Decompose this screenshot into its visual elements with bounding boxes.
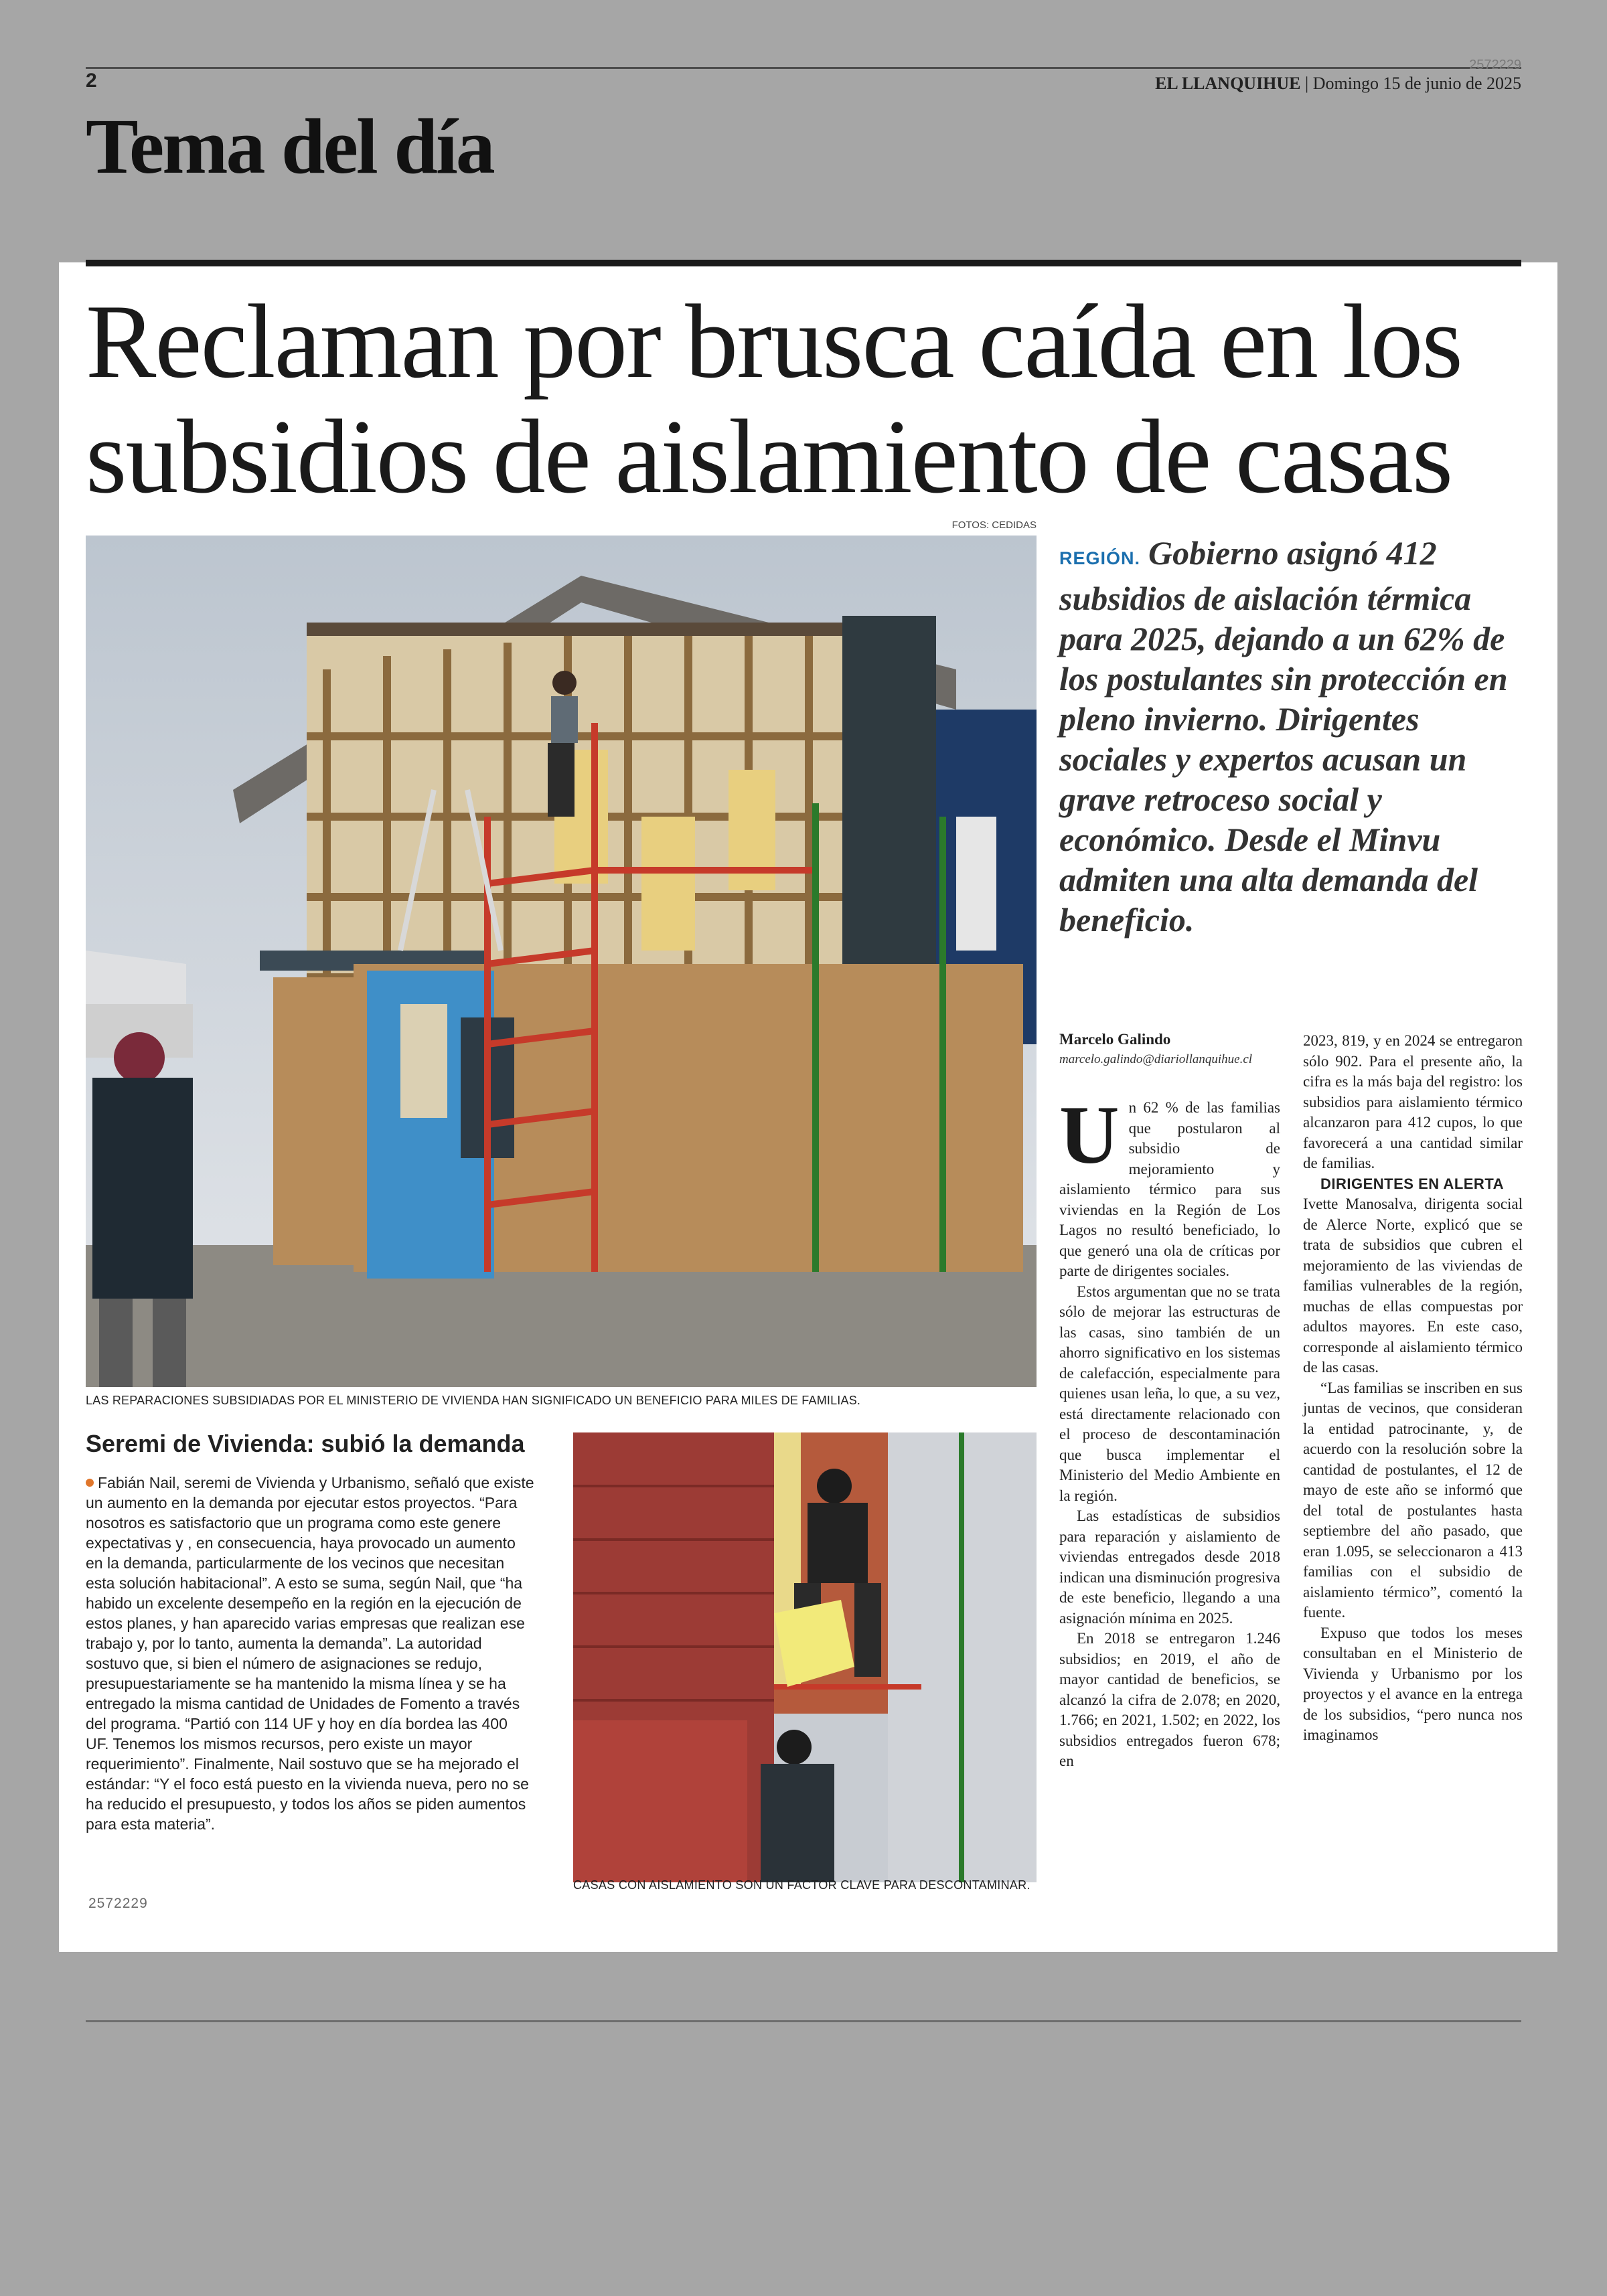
article-column-2 <box>1303 1031 1523 1746</box>
paragraph: Expuso que todos los meses consultaban en el Ministerio de Vivienda y Urbanismo por los proyectos y el avance en la entrega de los subsidios, “pero nunca nos imaginamos <box>1303 1624 1523 1743</box>
secondary-photo <box>573 1432 1037 1882</box>
sidebar-title: Seremi de Vivienda: subió la demanda <box>86 1430 525 1457</box>
headline-rule <box>86 260 1521 266</box>
article-column-1 <box>1059 1089 1280 1772</box>
top-rule <box>86 67 1521 69</box>
page-id-top: 2572229 <box>1469 58 1521 72</box>
secondary-photo-caption: CASAS CON AISLAMIENTO SON UN FACTOR CLAVE PARA DESCONTAMINAR. <box>573 1878 1030 1892</box>
lede <box>1059 533 1521 940</box>
issue-date: | Domingo 15 de junio de 2025 <box>1305 74 1521 93</box>
paragraph: 2023, 819, y en 2024 se entregaron sólo 902. Para el presente año, la cifra es la más baja del registro: los subsidios para aislamiento térmico alcanzaron para 412 cupos, lo que favorecerá a una cantidad similar de familias. <box>1303 1032 1523 1171</box>
headline-line-2: subsidios de aislamiento de casas <box>86 398 1452 515</box>
bullet-dot-icon <box>86 1479 94 1487</box>
region-tag: REGIÓN. <box>1059 548 1141 568</box>
insulation-worker-illustration <box>573 1432 1037 1882</box>
page-number: 2 <box>86 70 97 92</box>
bottom-rule <box>86 2020 1521 2022</box>
drop-cap: U <box>1059 1089 1120 1181</box>
paragraph: n 62 % de las familias que postularon al subsidio de mejoramiento y aislamiento térmico para sus viviendas en la Región de Los Lagos no resultó beneficiado, lo que generó una ola de críticas por parte de dirigentes sociales. <box>1059 1099 1280 1279</box>
photo-credit: FOTOS: CEDIDAS <box>951 519 1037 531</box>
house-repair-illustration <box>86 536 1037 1387</box>
sidebar-body <box>86 1473 534 1834</box>
masthead <box>1155 74 1521 94</box>
paragraph: Las estadísticas de subsidios para reparación y aislamiento de viviendas entregados desde 2018 indican una disminución progresiva de este beneficio, llegando a una asignación mínima en 2025. <box>1059 1507 1280 1627</box>
paragraph: “Las familias se inscriben en sus juntas de vecinos, que consideran la entidad patrocinante, y, de acuerdo con la resolución sobre la cantidad de postulantes, el 12 de mayo de este año se informó que del total de postulantes hasta septiembre del año pasado, que eran 1.095, se seleccionaron a 413 familias con el subsidio de aislamiento térmico”, comentó la fuente. <box>1303 1379 1523 1621</box>
lede-text: Gobierno asignó 412 subsidios de aislación térmica para 2025, dejando a un 62% de los postulantes sin protección en pleno invierno. Dirigentes sociales y expertos acusan un grave retroceso social y económico. Desde el Minvu admiten una alta demanda del beneficio. <box>1059 534 1508 938</box>
author-name: Marcelo Galindo <box>1059 1031 1171 1048</box>
author-email: marcelo.galindo@diariollanquihue.cl <box>1059 1052 1253 1066</box>
page-id-bottom: 2572229 <box>88 1896 148 1911</box>
paragraph: Ivette Manosalva, dirigenta social de Alerce Norte, explicó que se trata de subsidios que cubren el mejoramiento de las viviendas de familias vulnerables de la región, muchas de ellas compuestas por adultos mayores. En este caso, corresponde al aislamiento térmico de las casas. <box>1303 1196 1523 1376</box>
section-title: Tema del día <box>86 102 493 190</box>
sidebar-text: Fabián Nail, seremi de Vivienda y Urbanismo, señaló que existe un aumento en la demanda por ejecutar estos proyectos. “Para nosotros es satisfactorio que un programa como este genere expectativas y , en consecuencia, haya provocado un aumento en la demanda, particularmente de los vecinos que necesitan esta solución habitacional”. A esto se suma, según Nail, que “ha habido un excelente desempeño en la región en la ejecución de estos planes, y han aparecido varias empresas que realizan ese trabajo y, por lo tanto, aumenta la demanda”. La autoridad sostuvo que, si bien el número de asignaciones se redujo, presupuestariamente se ha mantenido la misma línea y se ha entregado la misma cantidad de Unidades de Fomento a través del programa. “Partió con 114 UF y hoy en día bordea las 400 UF. Tenemos los mismos recursos, pero existe un mayor requerimiento”. Finalmente, Nail sostuvo que se ha mejorado el estándar: “Y el foco está puesto en la vivienda nueva, pero no se ha reducido el presupuesto, y todos los años se piden aumentos para esta materia”. <box>86 1474 534 1833</box>
headline <box>86 284 1525 515</box>
main-photo-caption: LAS REPARACIONES SUBSIDIADAS POR EL MINISTERIO DE VIVIENDA HAN SIGNIFICADO UN BENEFICIO PARA MILES DE FAMILIAS. <box>86 1394 861 1407</box>
main-photo <box>86 536 1037 1387</box>
subheading: DIRIGENTES EN ALERTA <box>1320 1175 1505 1192</box>
headline-line-1: Reclaman por brusca caída en los <box>86 283 1462 400</box>
publication-name: EL LLANQUIHUE <box>1155 74 1301 93</box>
paragraph: En 2018 se entregaron 1.246 subsidios; en 2019, el año de mayor cantidad de beneficios, se alcanzó la cifra de 2.078; en 2020, 1.766; en 2021, 1.502; en 2022, los subsidios entregados fueron 678; en <box>1059 1630 1280 1769</box>
paragraph: Estos argumentan que no se trata sólo de mejorar las estructuras de las casas, sino también de un ahorro significativo en los sistemas de calefacción, especialmente para quienes usan leña, lo que, a su vez, está directamente relacionado con el proceso de descontaminación que busca implementar el Ministerio del Medio Ambiente en la región. <box>1059 1283 1280 1504</box>
